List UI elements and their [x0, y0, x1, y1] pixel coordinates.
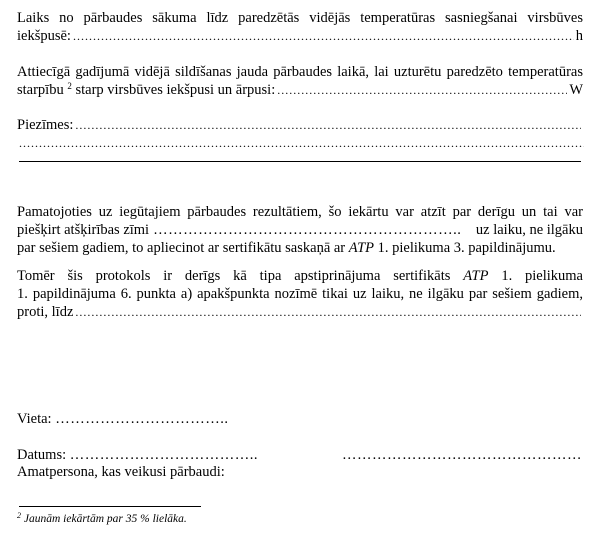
date-label: Datums: — [17, 447, 67, 463]
p1-fill-field[interactable] — [73, 27, 574, 45]
place-fill-field[interactable]: …………………………….. — [55, 411, 229, 427]
footnote-text: Jaunām iekārtām par 35 % lielāka. — [23, 513, 187, 525]
p4-label: proti, līdz — [17, 304, 74, 320]
place-line — [17, 410, 583, 428]
p1-unit: h — [575, 28, 583, 44]
footnote-ref: 2 — [67, 81, 72, 91]
remarks-label: Piezīmes: — [17, 117, 74, 133]
p2-fill-field[interactable] — [277, 81, 567, 99]
atp-ref-1: ATP — [348, 240, 375, 256]
p1-line2 — [17, 27, 583, 45]
p3-line2 — [17, 221, 583, 239]
signature-fill-field[interactable]: ………………………………………… — [342, 447, 582, 463]
p3-line3: par sešiem gadiem, to apliecinot ar sertifikātu saskaņā ar ATP 1. pielikuma 3. papildinājumu. — [17, 240, 556, 256]
p2-line2 — [17, 81, 583, 99]
p4-fill-field[interactable] — [75, 303, 581, 321]
p2-line1: Attiecīgā gadījumā vidējā sildīšanas jauda pārbaudes laikā, lai uzturētu paredzēto temperatūras — [17, 64, 583, 80]
p4-line3 — [17, 303, 583, 321]
footnote-rule — [19, 506, 201, 507]
p4-line2: 1. papildinājuma 6. punkta a) apakšpunkta nozīmē tikai uz laiku, ne ilgāku par sešiem gadiem, — [17, 286, 583, 302]
remarks-line2 — [19, 134, 584, 152]
p3-tail: uz laiku, ne ilgāku — [475, 222, 583, 238]
date-fill-field[interactable]: ……………………………….. — [69, 447, 259, 463]
p3-fill-field[interactable]: …………………………………………………….. — [153, 222, 462, 238]
atp-ref-2: ATP — [463, 268, 489, 284]
p2-label: starpību $^2$ starp virsbūves iekšpusi un ārpusi: — [17, 81, 276, 98]
remarks-fill-field-2[interactable] — [19, 134, 584, 152]
p1-line1: Laiks no pārbaudes sākuma līdz paredzētās vidējās temperatūras sasniegšanai virsbūves — [17, 10, 583, 26]
footnote — [17, 513, 187, 525]
p3-label: piešķirt atšķirības zīmi — [17, 222, 150, 238]
place-label: Vieta: — [17, 411, 52, 427]
remarks-line1 — [17, 116, 583, 134]
remarks-rule — [19, 161, 581, 162]
p1-label: iekšpusē: — [17, 28, 71, 44]
remarks-fill-field-1[interactable] — [75, 116, 581, 134]
p3-line1: Pamatojoties uz iegūtajiem pārbaudes rezultātiem, šo iekārtu var atzīt par derīgu un tai var — [17, 204, 583, 220]
footnote-mark: 2 — [17, 511, 21, 520]
p2-unit: W — [569, 82, 583, 98]
official-label: Amatpersona, kas veikusi pārbaudi: — [17, 464, 225, 480]
p4-line1: Tomēr šis protokols ir derīgs kā tipa apstiprinājuma sertifikāts ATP 1. pielikuma — [17, 268, 583, 284]
